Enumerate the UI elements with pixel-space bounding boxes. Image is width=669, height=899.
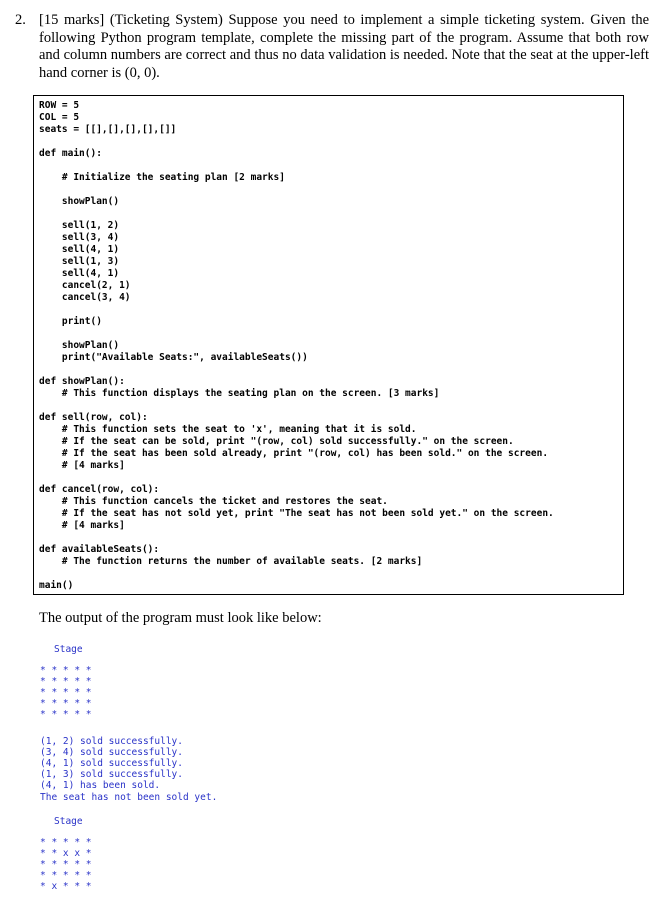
output-heading: The output of the program must look like below: (39, 610, 322, 626)
console-message: (3, 4) sold successfully. (40, 747, 183, 758)
seat-row: * x * * * (40, 881, 92, 892)
code-line: # This function sets the seat to 'x', meaning that it is sold. (39, 424, 417, 435)
seat-row: * * * * * (40, 870, 92, 881)
seat-row: * * * * * (40, 698, 92, 709)
code-line: def cancel(row, col): (39, 484, 160, 495)
console-message: (1, 3) sold successfully. (40, 769, 183, 780)
code-line: cancel(3, 4) (39, 292, 131, 303)
seat-row: * * * * * (40, 687, 92, 698)
seat-row: * * * * * (40, 665, 92, 676)
code-line: showPlan() (39, 196, 120, 207)
code-line: # The function returns the number of available seats. [2 marks] (39, 556, 423, 567)
code-line: def availableSeats(): (39, 544, 160, 555)
console-message: (4, 1) has been sold. (40, 780, 161, 791)
code-line: def sell(row, col): (39, 412, 148, 423)
console-message: (1, 2) sold successfully. (40, 736, 183, 747)
code-line: # [4 marks] (39, 520, 125, 531)
seat-row: * * * * * (40, 676, 92, 687)
code-line: cancel(2, 1) (39, 280, 131, 291)
code-line: sell(1, 3) (39, 256, 120, 267)
code-line: sell(4, 1) (39, 268, 120, 279)
code-line: # This function displays the seating plan on the screen. [3 marks] (39, 388, 440, 399)
code-line: # If the seat can be sold, print "(row, col) sold successfully." on the screen. (39, 436, 514, 447)
seat-row: * * * * * (40, 859, 92, 870)
code-line: # If the seat has been sold already, print "(row, col) has been sold." on the screen. (39, 448, 549, 459)
code-line: sell(4, 1) (39, 244, 120, 255)
code-line: ROW = 5 (39, 100, 80, 111)
code-line: showPlan() (39, 340, 120, 351)
console-message: (4, 1) sold successfully. (40, 758, 183, 769)
code-line: COL = 5 (39, 112, 80, 123)
question-text: [15 marks] (Ticketing System) Suppose you need to implement a simple ticketing system. Given the following Python program template, complete the missing part of the program. Assume that both row and column numbers are correct and thus no data validation is needed. Note that the seat at the upper-left hand corner is (0, 0). (39, 12, 649, 81)
code-line: def main(): (39, 148, 102, 159)
code-line: seats = [[],[],[],[],[]] (39, 124, 177, 135)
console-message: The seat has not been sold yet. (40, 792, 218, 803)
code-listing (33, 95, 624, 595)
seat-row: * * * * * (40, 837, 92, 848)
stage-label: Stage (54, 644, 83, 655)
code-line: def showPlan(): (39, 376, 125, 387)
seat-row: * * * * * (40, 709, 92, 720)
code-line: # If the seat has not sold yet, print "The seat has not been sold yet." on the screen. (39, 508, 554, 519)
code-line: main() (39, 580, 74, 591)
code-line: # Initialize the seating plan [2 marks] (39, 172, 285, 183)
code-line: sell(1, 2) (39, 220, 120, 231)
seat-row: * * x x * (40, 848, 92, 859)
stage-label: Stage (54, 816, 83, 827)
code-line: # This function cancels the ticket and restores the seat. (39, 496, 388, 507)
code-line: print() (39, 316, 102, 327)
code-line: print("Available Seats:", availableSeats()) (39, 352, 308, 363)
question-number: 2. (15, 12, 26, 28)
code-line: # [4 marks] (39, 460, 125, 471)
code-line: sell(3, 4) (39, 232, 120, 243)
